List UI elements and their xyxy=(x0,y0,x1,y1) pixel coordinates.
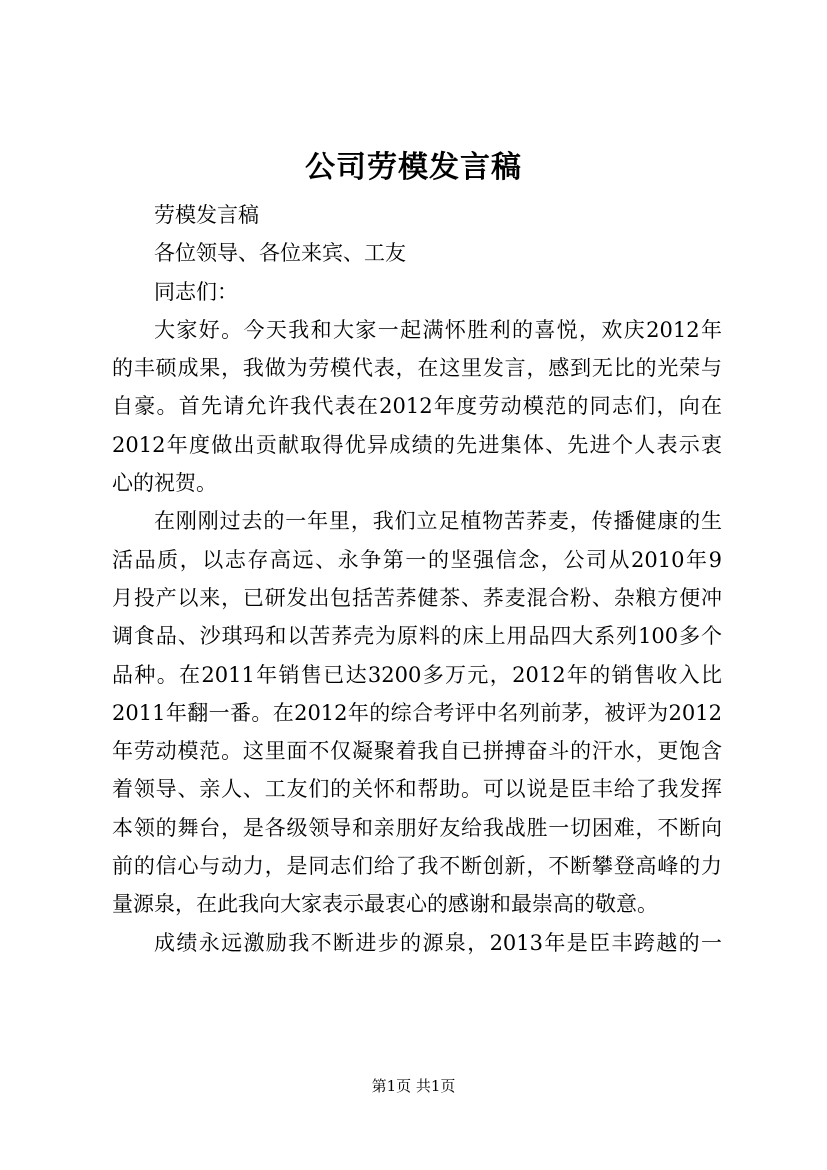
page-footer: 第1页 共1页 xyxy=(371,1077,456,1095)
paragraph-2-line: 年劳动模范。这里面不仅凝聚着我自已拼搏奋斗的汗水，更饱含 xyxy=(112,739,722,764)
paragraph-2-line: 月投产以来，已研发出包括苦荞健茶、荞麦混合粉、杂粮方便冲 xyxy=(112,585,722,610)
paragraph-2-line: 品种。在2011年销售已达3200多万元，2012年的销售收入比 xyxy=(112,662,722,687)
page-title: 公司劳模发言稿 xyxy=(305,150,522,185)
salutation-line-1: 各位领导、各位来宾、工友 xyxy=(154,241,406,266)
paragraph-2-line: 本领的舞台，是各级领导和亲朋好友给我战胜一切困难，不断向 xyxy=(112,815,722,840)
paragraph-2-line: 前的信心与动力，是同志们给了我不断创新，不断攀登高峰的力 xyxy=(112,854,722,879)
salutation-line-2: 同志们： xyxy=(154,279,238,304)
paragraph-2-line: 调食品、沙琪玛和以苦荞壳为原料的床上用品四大系列100多个 xyxy=(112,624,722,649)
subtitle: 劳模发言稿 xyxy=(154,203,259,227)
paragraph-2-line: 活品质，以志存高远、永争第一的坚强信念，公司从2010年9 xyxy=(112,547,722,572)
document-body xyxy=(112,196,722,962)
paragraph-3-line: 成绩永远激励我不断进步的源泉，2013年是臣丰跨越的一 xyxy=(154,930,722,955)
paragraph-2-line: 着领导、亲人、工友们的关怀和帮助。可以说是臣丰给了我发挥 xyxy=(112,777,722,802)
paragraph-2-line: 量源泉，在此我向大家表示最衷心的感谢和最崇高的敬意。 xyxy=(112,892,658,917)
paragraph-2-line: 2011年翻一番。在2012年的综合考评中名列前茅，被评为2012 xyxy=(112,700,722,725)
paragraph-1-line: 心的祝贺。 xyxy=(112,471,217,496)
paragraph-2-line: 在刚刚过去的一年里，我们立足植物苦荞麦，传播健康的生 xyxy=(154,509,722,534)
paragraph-1-line: 自豪。首先请允许我代表在2012年度劳动模范的同志们，向在 xyxy=(112,394,722,419)
paragraph-1-line: 的丰硕成果，我做为劳模代表，在这里发言，感到无比的光荣与 xyxy=(112,356,722,381)
paragraph-1-line: 大家好。今天我和大家一起满怀胜利的喜悦，欢庆2012年 xyxy=(154,317,722,342)
paragraph-1-line: 2012年度做出贡献取得优异成绩的先进集体、先进个人表示衷 xyxy=(112,432,722,457)
